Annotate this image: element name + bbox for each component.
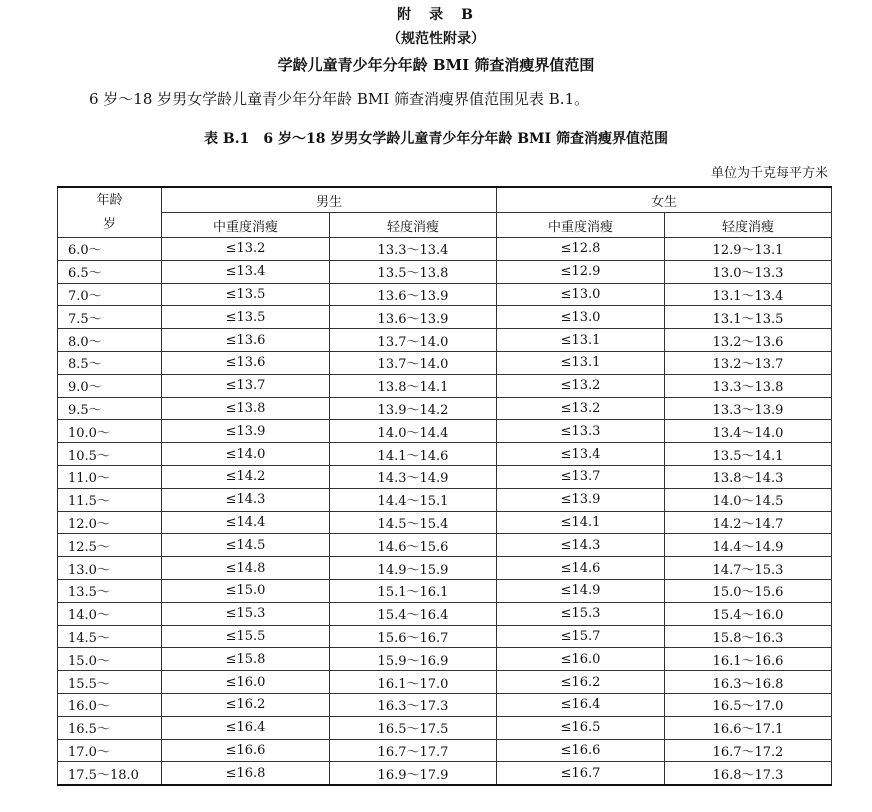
female-mild-cell: 16.8～17.3 [665,762,832,785]
female-severe-cell: ≤14.1 [497,511,665,534]
table-row [58,260,832,283]
table-title: 表 B.1 6 岁～18 岁男女学龄儿童青少年分年龄 BMI 筛查消瘦界值范围 [204,131,668,147]
age-cell: 11.0～ [58,465,162,488]
table-header-row [58,187,832,213]
male-mild-cell: 13.8～14.1 [330,374,497,397]
male-mild-cell: 13.6～13.9 [330,306,497,329]
table-row [58,488,832,511]
age-cell: 15.5～ [58,671,162,694]
male-mild-cell: 14.5～15.4 [330,511,497,534]
female-severe-cell: ≤14.3 [497,534,665,557]
table-row [58,602,832,625]
male-mild-cell: 16.7～17.7 [330,739,497,762]
age-cell: 6.5～ [58,260,162,283]
female-severe-cell: ≤13.0 [497,283,665,306]
age-cell: 17.0～ [58,739,162,762]
age-cell: 17.5～18.0 [58,762,162,785]
age-cell: 10.0～ [58,420,162,443]
annex-heading: 学龄儿童青少年分年龄 BMI 筛查消瘦界值范围 [277,56,595,74]
male-severe-cell: ≤14.4 [162,511,330,534]
male-mild-header: 轻度消瘦 [330,213,497,238]
table-row [58,397,832,420]
male-mild-cell: 16.9～17.9 [330,762,497,785]
female-severe-cell: ≤13.2 [497,397,665,420]
table-row [58,351,832,374]
table-row [58,465,832,488]
age-cell: 7.0～ [58,283,162,306]
male-mild-cell: 13.3～13.4 [330,238,497,261]
age-cell: 7.5～ [58,306,162,329]
female-severe-cell: ≤16.2 [497,671,665,694]
table-body [58,238,832,786]
table-row [58,443,832,466]
female-mild-cell: 14.0～14.5 [665,488,832,511]
female-mild-cell: 13.8～14.3 [665,465,832,488]
female-mild-header: 轻度消瘦 [665,213,832,238]
female-severe-cell: ≤13.7 [497,465,665,488]
male-mild-cell: 15.4～16.4 [330,602,497,625]
bmi-table [57,186,832,786]
female-severe-cell: ≤13.4 [497,443,665,466]
female-severe-cell: ≤13.1 [497,329,665,352]
female-mild-cell: 12.9～13.1 [665,238,832,261]
age-cell: 9.5～ [58,397,162,420]
female-mild-cell: 13.5～14.1 [665,443,832,466]
female-severe-cell: ≤13.9 [497,488,665,511]
table-row [58,739,832,762]
male-severe-cell: ≤14.3 [162,488,330,511]
age-cell: 8.0～ [58,329,162,352]
female-severe-cell: ≤15.7 [497,625,665,648]
female-severe-cell: ≤13.3 [497,420,665,443]
table-row [58,625,832,648]
female-mild-cell: 16.3～16.8 [665,671,832,694]
female-severe-header: 中重度消瘦 [497,213,665,238]
table-row [58,557,832,580]
female-mild-cell: 13.3～13.8 [665,374,832,397]
female-mild-cell: 16.1～16.6 [665,648,832,671]
male-mild-cell: 16.5～17.5 [330,716,497,739]
female-severe-cell: ≤12.9 [497,260,665,283]
male-severe-cell: ≤15.0 [162,579,330,602]
female-severe-cell: ≤16.4 [497,693,665,716]
male-severe-cell: ≤16.2 [162,693,330,716]
table-row [58,374,832,397]
male-mild-cell: 16.3～17.3 [330,693,497,716]
female-severe-cell: ≤12.8 [497,238,665,261]
female-severe-cell: ≤16.0 [497,648,665,671]
female-severe-cell: ≤14.9 [497,579,665,602]
unit-note: 单位为千克每平方米 [710,166,828,181]
female-mild-cell: 16.6～17.1 [665,716,832,739]
female-mild-cell: 13.4～14.0 [665,420,832,443]
male-mild-cell: 14.1～14.6 [330,443,497,466]
male-severe-cell: ≤16.4 [162,716,330,739]
male-mild-cell: 14.6～15.6 [330,534,497,557]
female-mild-cell: 13.2～13.6 [665,329,832,352]
male-severe-cell: ≤16.6 [162,739,330,762]
table-row [58,693,832,716]
female-mild-cell: 15.0～15.6 [665,579,832,602]
male-mild-cell: 14.4～15.1 [330,488,497,511]
female-mild-cell: 13.2～13.7 [665,351,832,374]
female-mild-cell: 13.1～13.5 [665,306,832,329]
age-header-unit: 岁 [102,216,116,232]
male-severe-cell: ≤14.5 [162,534,330,557]
male-severe-cell: ≤16.0 [162,671,330,694]
male-severe-cell: ≤13.6 [162,351,330,374]
male-mild-cell: 13.7～14.0 [330,329,497,352]
male-mild-cell: 13.7～14.0 [330,351,497,374]
male-mild-cell: 13.9～14.2 [330,397,497,420]
male-severe-cell: ≤15.3 [162,602,330,625]
male-severe-cell: ≤14.0 [162,443,330,466]
female-severe-cell: ≤14.6 [497,557,665,580]
age-cell: 10.5～ [58,443,162,466]
male-severe-cell: ≤14.8 [162,557,330,580]
male-mild-cell: 15.9～16.9 [330,648,497,671]
male-severe-cell: ≤16.8 [162,762,330,785]
female-mild-cell: 15.4～16.0 [665,602,832,625]
table-row [58,671,832,694]
female-mild-cell: 14.7～15.3 [665,557,832,580]
age-cell: 16.0～ [58,693,162,716]
table-subheader-row [58,213,832,238]
age-cell: 14.5～ [58,625,162,648]
male-mild-cell: 14.9～15.9 [330,557,497,580]
male-mild-cell: 13.5～13.8 [330,260,497,283]
table-row [58,534,832,557]
female-mild-cell: 14.4～14.9 [665,534,832,557]
male-severe-cell: ≤13.6 [162,329,330,352]
male-mild-cell: 15.1～16.1 [330,579,497,602]
age-header [58,187,162,238]
age-cell: 12.5～ [58,534,162,557]
male-mild-cell: 16.1～17.0 [330,671,497,694]
female-mild-cell: 16.7～17.2 [665,739,832,762]
table-row [58,762,832,785]
female-severe-cell: ≤13.0 [497,306,665,329]
age-cell: 6.0～ [58,238,162,261]
male-severe-cell: ≤14.2 [162,465,330,488]
table-row [58,648,832,671]
table-row [58,283,832,306]
female-severe-cell: ≤16.6 [497,739,665,762]
table-row [58,420,832,443]
female-severe-cell: ≤15.3 [497,602,665,625]
age-cell: 9.0～ [58,374,162,397]
age-cell: 12.0～ [58,511,162,534]
male-severe-cell: ≤13.2 [162,238,330,261]
male-severe-cell: ≤15.8 [162,648,330,671]
female-severe-cell: ≤13.2 [497,374,665,397]
male-mild-cell: 13.6～13.9 [330,283,497,306]
male-header: 男生 [162,187,497,213]
age-cell: 16.5～ [58,716,162,739]
age-cell: 13.5～ [58,579,162,602]
age-cell: 8.5～ [58,351,162,374]
female-mild-cell: 14.2～14.7 [665,511,832,534]
male-mild-cell: 15.6～16.7 [330,625,497,648]
female-mild-cell: 13.3～13.9 [665,397,832,420]
male-severe-cell: ≤15.5 [162,625,330,648]
male-severe-cell: ≤13.4 [162,260,330,283]
table-row [58,579,832,602]
male-severe-cell: ≤13.5 [162,306,330,329]
table-row [58,511,832,534]
male-severe-cell: ≤13.5 [162,283,330,306]
male-severe-cell: ≤13.9 [162,420,330,443]
table-row [58,306,832,329]
age-header-label: 年龄 [96,192,123,208]
female-mild-cell: 16.5～17.0 [665,693,832,716]
age-cell: 11.5～ [58,488,162,511]
female-mild-cell: 13.1～13.4 [665,283,832,306]
table-row [58,329,832,352]
female-severe-cell: ≤16.7 [497,762,665,785]
male-mild-cell: 14.0～14.4 [330,420,497,443]
male-mild-cell: 14.3～14.9 [330,465,497,488]
female-severe-cell: ≤13.1 [497,351,665,374]
annex-title: 附 录 B [397,7,475,23]
male-severe-header: 中重度消瘦 [162,213,330,238]
intro-paragraph: 6 岁～18 岁男女学龄儿童青少年分年龄 BMI 筛查消瘦界值范围见表 B.1。 [89,90,590,108]
age-cell: 15.0～ [58,648,162,671]
table-row [58,716,832,739]
age-cell: 13.0～ [58,557,162,580]
female-mild-cell: 15.8～16.3 [665,625,832,648]
age-cell: 14.0～ [58,602,162,625]
female-severe-cell: ≤16.5 [497,716,665,739]
male-severe-cell: ≤13.8 [162,397,330,420]
table-row [58,238,832,261]
annex-nature: （规范性附录） [387,31,485,47]
female-header: 女生 [497,187,832,213]
female-mild-cell: 13.0～13.3 [665,260,832,283]
male-severe-cell: ≤13.7 [162,374,330,397]
